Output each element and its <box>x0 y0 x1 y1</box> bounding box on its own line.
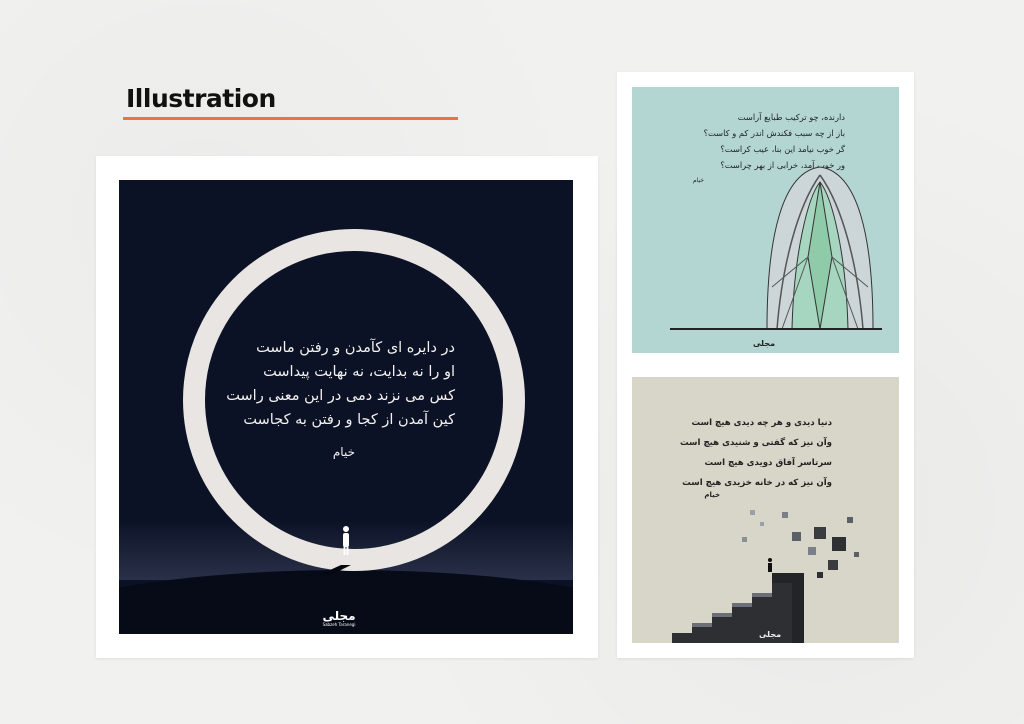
poem-line: دارنده، چو ترکیب طبایع آراست <box>737 112 845 122</box>
poem-line: در دایره ای کآمدن و رفتن ماست <box>256 340 455 356</box>
poem-line: وآن نیز که در خانه خزیدی هیچ است <box>682 478 832 488</box>
stairs-logo: مجلی <box>758 630 782 639</box>
tower-logo: مجلی <box>752 339 776 348</box>
stairs-signature: خیام <box>704 491 720 499</box>
tower-poster[interactable] <box>632 87 899 353</box>
poem-line: کین آمدن از کجا و رفتن به کجاست <box>243 412 455 428</box>
stairs-poster[interactable] <box>632 377 899 643</box>
main-signature: خیام <box>332 445 355 459</box>
floating-blocks <box>742 510 859 578</box>
main-poster[interactable] <box>119 180 573 634</box>
title-underline <box>123 117 458 120</box>
tower-signature: خیام <box>692 177 704 184</box>
ground-line <box>670 328 882 330</box>
poem-line: او را نه بدایت، نه نهایت پیداست <box>263 364 455 380</box>
main-poem <box>119 336 455 432</box>
poem-line: دنیا دیدی و هر چه دیدی هیچ است <box>691 418 832 428</box>
section-title: Illustration <box>126 84 276 113</box>
standing-figure-icon <box>768 558 772 572</box>
main-logo: مجلی Sabzeh Taranegi <box>322 609 356 627</box>
poem-line: وآن نیز که گفتی و شنیدی هیچ است <box>679 438 832 448</box>
stairs-artwork <box>632 377 899 643</box>
poem-line: گر خوب نیامد این بنا، عیب کراست؟ <box>720 144 845 154</box>
tower-artwork <box>632 87 899 353</box>
poem-line: باز از چه سبب فکندش اندر کم و کاست؟ <box>703 128 845 138</box>
poem-line: کس می نزند دمی در این معنی راست <box>226 388 455 404</box>
poem-line: ور خوب آمد، خرابی از بهر چراست؟ <box>720 160 845 170</box>
poem-line: سرتاسر آفاق دویدی هیچ است <box>704 458 832 468</box>
